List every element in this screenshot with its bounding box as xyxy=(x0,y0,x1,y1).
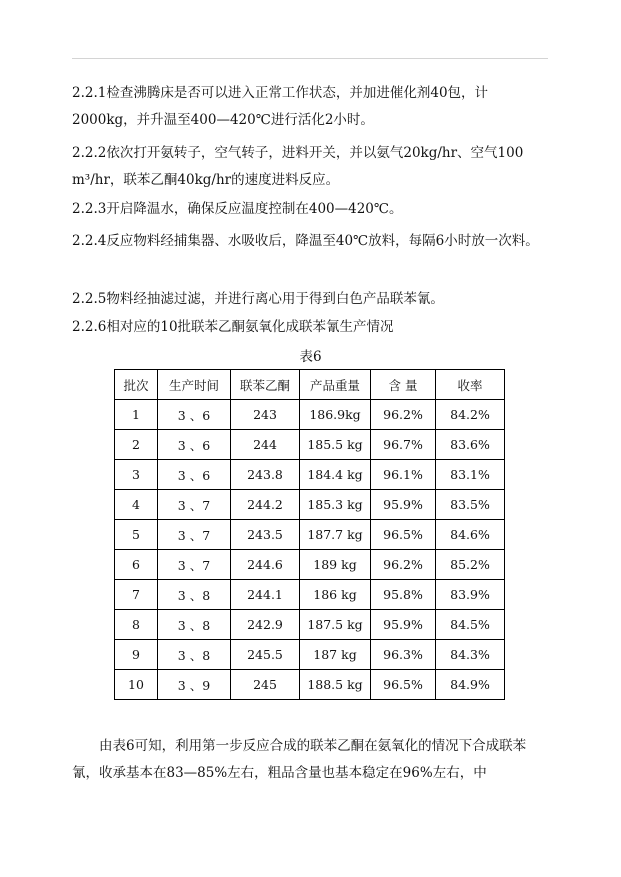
table-row xyxy=(115,520,505,550)
cell-content: 95.9% xyxy=(371,610,436,640)
cell-ethanone: 243.8 xyxy=(231,460,300,490)
conclusion-paragraph: 由表6可知，利用第一步反应合成的联苯乙酮在氨氧化的情况下合成联苯氰，收承基本在83—85%左右，粗品含量也基本稳定在96%左右，中 xyxy=(72,738,527,781)
cell-time: 3 、9 xyxy=(158,670,231,700)
cell-yield: 84.5% xyxy=(436,610,505,640)
cell-time: 3 、8 xyxy=(158,580,231,610)
cell-content: 96.3% xyxy=(371,640,436,670)
cell-ethanone: 243.5 xyxy=(231,520,300,550)
cell-time: 3 、6 xyxy=(158,400,231,430)
table-row xyxy=(115,640,505,670)
cell-ethanone: 245 xyxy=(231,670,300,700)
table-row xyxy=(115,580,505,610)
cell-ethanone: 244.2 xyxy=(231,490,300,520)
cell-content: 96.5% xyxy=(371,520,436,550)
header-batch: 批次 xyxy=(115,370,158,400)
header-yield: 收率 xyxy=(436,370,505,400)
cell-ethanone: 244 xyxy=(231,430,300,460)
step-2-2-3: 2.2.3开启降温水，确保反应温度控制在400—420℃。 xyxy=(72,201,403,217)
cell-batch: 4 xyxy=(115,490,158,520)
cell-time: 3 、8 xyxy=(158,640,231,670)
step-2-2-1: 2.2.1检查沸腾床是否可以进入正常工作状态，并加进催化剂40包，计2000kg，并升温至400—420℃进行活化2小时。 xyxy=(72,85,489,128)
cell-time: 3 、7 xyxy=(158,550,231,580)
cell-yield: 83.5% xyxy=(436,490,505,520)
step-2-2-5: 2.2.5物料经抽滤过滤，并进行离心用于得到白色产品联苯氰。 xyxy=(72,291,444,307)
header-biphenyl-ethanone: 联苯乙酮 xyxy=(231,370,300,400)
cell-yield: 84.6% xyxy=(436,520,505,550)
cell-yield: 85.2% xyxy=(436,550,505,580)
table-row xyxy=(115,670,505,700)
cell-time: 3 、8 xyxy=(158,610,231,640)
step-2-2-2: 2.2.2依次打开氨转子，空气转子，进料开关，并以氨气20kg/hr、空气100 m³/hr，联苯乙酮40kg/hr的速度进料反应。 xyxy=(72,145,524,188)
table-caption: 表6 xyxy=(299,349,322,365)
cell-ethanone: 244.1 xyxy=(231,580,300,610)
cell-weight: 189 kg xyxy=(300,550,371,580)
table-row xyxy=(115,430,505,460)
cell-yield: 84.9% xyxy=(436,670,505,700)
cell-yield: 83.9% xyxy=(436,580,505,610)
step-2-2-4: 2.2.4反应物料经捕集器、水吸收后，降温至40℃放料，每隔6小时放一次料。 xyxy=(72,233,539,249)
header-production-time: 生产时间 xyxy=(158,370,231,400)
cell-weight: 188.5 kg xyxy=(300,670,371,700)
cell-ethanone: 243 xyxy=(231,400,300,430)
table-row xyxy=(115,610,505,640)
cell-content: 95.8% xyxy=(371,580,436,610)
cell-weight: 185.3 kg xyxy=(300,490,371,520)
cell-weight: 187.5 kg xyxy=(300,610,371,640)
cell-yield: 83.6% xyxy=(436,430,505,460)
cell-content: 95.9% xyxy=(371,490,436,520)
step-2-2-6: 2.2.6相对应的10批联苯乙酮氨氧化成联苯氰生产情况 xyxy=(72,319,394,335)
cell-content: 96.2% xyxy=(371,550,436,580)
cell-content: 96.2% xyxy=(371,400,436,430)
cell-yield: 84.3% xyxy=(436,640,505,670)
header-product-weight: 产品重量 xyxy=(300,370,371,400)
cell-ethanone: 244.6 xyxy=(231,550,300,580)
cell-weight: 186 kg xyxy=(300,580,371,610)
cell-time: 3 、7 xyxy=(158,520,231,550)
cell-content: 96.5% xyxy=(371,670,436,700)
cell-ethanone: 245.5 xyxy=(231,640,300,670)
cell-batch: 3 xyxy=(115,460,158,490)
table-row xyxy=(115,400,505,430)
cell-ethanone: 242.9 xyxy=(231,610,300,640)
cell-batch: 6 xyxy=(115,550,158,580)
table-row xyxy=(115,550,505,580)
table-row xyxy=(115,490,505,520)
cell-batch: 2 xyxy=(115,430,158,460)
header-content: 含 量 xyxy=(371,370,436,400)
cell-time: 3 、6 xyxy=(158,460,231,490)
cell-batch: 1 xyxy=(115,400,158,430)
table-header-row xyxy=(115,370,505,400)
cell-weight: 187.7 kg xyxy=(300,520,371,550)
cell-batch: 10 xyxy=(115,670,158,700)
production-table xyxy=(114,369,505,700)
cell-batch: 7 xyxy=(115,580,158,610)
cell-weight: 187 kg xyxy=(300,640,371,670)
cell-yield: 84.2% xyxy=(436,400,505,430)
cell-batch: 8 xyxy=(115,610,158,640)
table-row xyxy=(115,460,505,490)
cell-yield: 83.1% xyxy=(436,460,505,490)
cell-weight: 186.9kg xyxy=(300,400,371,430)
cell-content: 96.7% xyxy=(371,430,436,460)
cell-weight: 185.5 kg xyxy=(300,430,371,460)
cell-weight: 184.4 kg xyxy=(300,460,371,490)
header-rule xyxy=(72,58,548,59)
cell-time: 3 、7 xyxy=(158,490,231,520)
cell-time: 3 、6 xyxy=(158,430,231,460)
cell-batch: 9 xyxy=(115,640,158,670)
cell-batch: 5 xyxy=(115,520,158,550)
cell-content: 96.1% xyxy=(371,460,436,490)
